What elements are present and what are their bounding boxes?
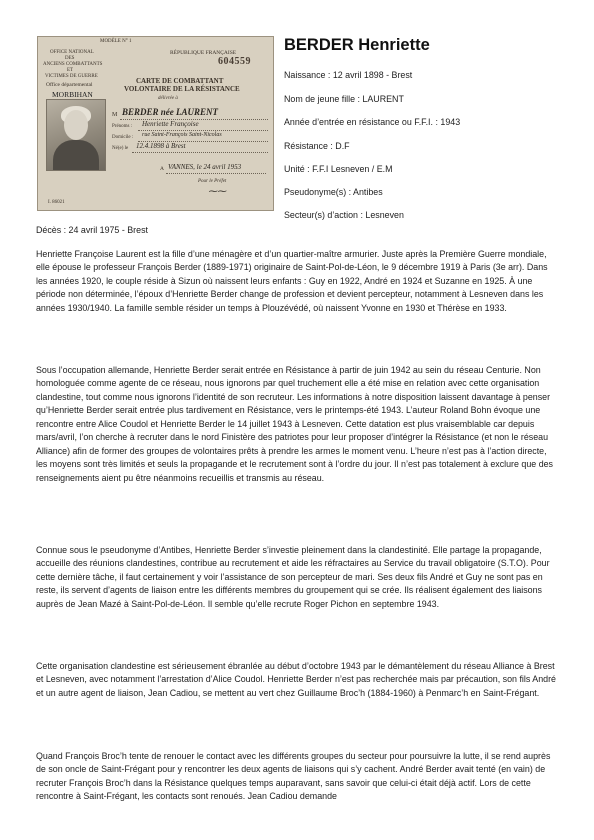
card-title-2: VOLONTAIRE DE LA RÉSISTANCE: [124, 85, 240, 93]
card-office-line: ANCIENS COMBATTANTS: [43, 62, 103, 67]
card-prenoms-label: Prénoms :: [112, 124, 133, 129]
paragraph: Henriette Françoise Laurent est la fille d’une ménagère et d’un quartier-maître armurier. Juste après la Première Guerre mondiale, elle épouse le professeur François Berder (1889-1971) originaire de Saint-Pol-de-Léon, le 9 décembre 1919 à Paris (3e arr). Dans les années 1920, le couple réside à Sizun où naissent leurs enfants : Guy en 1922, André en 1924 et Suzanne en 1925. À une période non déterminée, l’époux d’Henriette Berder change de profession et devient percepteur, notamment à Lesneven dans les années 1930/1940. La famille semble résider un temps à Plouzévédé, où naissent Yvonne en 1930 et Thérèse en 1933.: [36, 249, 548, 313]
paragraph: Cette organisation clandestine est sérieusement ébranlée au début d’octobre 1943 par le démantèlement du réseau Alliance à Brest et Lesneven, avec notamment l’arrestation d’Alice Coudol. Henriette Berder n’est pas recherchée mais par précaution, son fils André et un autre agent de liaison, Jean Cadiou, se mettent au vert chez Guillaume Broc’h (1884-1960) à Penmarc’h en Saint-Frégant.: [36, 661, 556, 698]
card-modele: MODÈLE N° 1: [100, 39, 132, 44]
card-office-dept: Office départemental: [46, 82, 93, 88]
card-prefet: Pour le Préfet: [198, 179, 227, 184]
card-fait-hand: VANNES, le 24 avril 1953: [168, 163, 242, 171]
card-number: 604559: [218, 56, 251, 67]
card-delivree: délivrée à: [158, 96, 178, 101]
field-unite: Unité : F.F.I Lesneven / E.M: [284, 164, 393, 174]
card-republique: RÉPUBLIQUE FRANÇAISE: [170, 50, 237, 56]
card-fait-label: A: [160, 166, 164, 172]
portrait-photo: [46, 99, 106, 171]
card-office-line: VICTIMES DE GUERRE: [45, 74, 98, 79]
card-name-hand: BERDER née LAURENT: [122, 107, 219, 117]
card-domicile-hand: rue Saint-François Saint-Nicolas: [142, 132, 222, 138]
card-ne-hand: 12.4.1898 à Brest: [136, 142, 186, 150]
field-naissance: Naissance : 12 avril 1898 - Brest: [284, 70, 413, 80]
field-secteur: Secteur(s) d’action : Lesneven: [284, 210, 404, 220]
card-domicile-label: Domicile :: [112, 135, 134, 140]
card-office-line: OFFICE NATIONAL: [50, 50, 94, 55]
resistance-card-photo: [37, 36, 274, 211]
card-ne-label: Né(e) le: [112, 146, 129, 151]
card-prenoms-hand: Henriette Françoise: [142, 120, 199, 128]
field-jeune-fille: Nom de jeune fille : LAURENT: [284, 94, 404, 104]
field-deces: Décès : 24 avril 1975 - Brest: [36, 225, 148, 235]
field-pseudonyme: Pseudonyme(s) : Antibes: [284, 187, 383, 197]
card-office-line: DES: [65, 56, 75, 61]
field-annee-resistance: Année d’entrée en résistance ou F.F.I. : 1943: [284, 117, 461, 127]
paragraph: Connue sous le pseudonyme d’Antibes, Henriette Berder s’investie pleinement dans la clandestinité. Elle partage la propagande, accueille des réunions clandestines, contribue au recrutement et aide les réfractaires au Service du travail obligatoire (S.T.O). Pour cette dernière tâche, il faut certainement y voir l’assistance de son percepteur de mari. Ses deux fils André et Guy ne sont pas en reste, ils servent d’agents de liaison entre les différents membres du groupement qui se crée. Ils réalisent également des liaisons auprès de Jean Mazé à Saint-Pol-de-Léon. Il semble qu’elle recrute Roger Pichon en septembre 1943.: [36, 545, 550, 609]
card-footer: I. 86021: [48, 200, 65, 205]
card-m-label: M: [112, 112, 118, 118]
paragraph: Sous l’occupation allemande, Henriette Berder serait entrée en Résistance à partir de juin 1942 au sein du réseau Centurie. Non homologuée comme agente de ce réseau, nous ignorons par quel truchement elle a été mise en relation avec cette organisation clandestine, tout comme nous ignorons l’identité de son recruteur. Les informations à notre disposition laissent davantage à penser qu’Henriette Berder serait entrée plus tardivement en Résistance, vers le printemps-été 1943. L’auteur Roland Bohn évoque une rencontre entre Alice Coudol et Henriette Berder le 14 juillet 1943 à Lesneven. Cette datation est plus vraisemblable car depuis mars/avril, l’on cherche à recruter dans le nord Finistère des patriotes pour leur proposer d’intégrer la Résistance (et non le réseau Alliance) afin de former des groupes de volontaires prêts à prendre les armes le moment venu. L’heure n’est pas à l’action directe, les moyens sont très limités et seuls la propagande et le recrutement sont à l’ordre du jour. Il n’est pas totalement à exclure que des renseignements aient pu être néanmoins recueillis et transmis au réseau.: [36, 365, 553, 483]
card-signature: ⁓⁓: [208, 186, 226, 196]
paragraph: Quand François Broc’h tente de renouer le contact avec les différents groupes du secteur pour poursuivre la lutte, il se rend auprès de son oncle de Saint-Frégant pour y rencontrer les deux agents de liaisons qui s’y cachent. André Berder avait tenté (en vain) de recruter François Broc’h dans la Résistance quelques temps auparavant, sans savoir que celui-ci était déjà actif. Lors de cette rencontre à Saint-Frégant, les contacts sont renoués. Jean Cadiou demande: [36, 751, 551, 802]
card-office-line: ET: [67, 68, 74, 73]
card-dept: MORBIHAN: [52, 90, 93, 99]
card-title-1: CARTE DE COMBATTANT: [136, 77, 224, 85]
person-name: BERDER Henriette: [284, 36, 430, 54]
field-resistance: Résistance : D.F: [284, 141, 350, 151]
